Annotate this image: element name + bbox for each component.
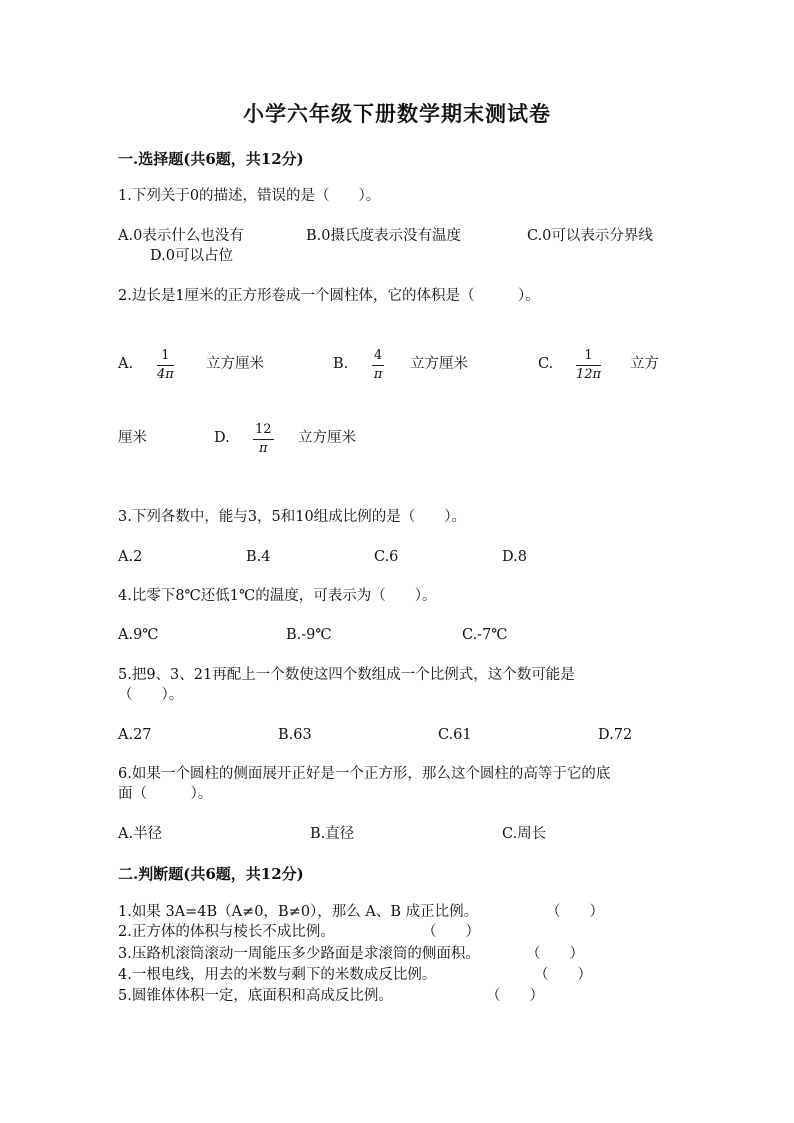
section-choice-heading: 一.选择题(共6题，共12分): [118, 150, 304, 168]
judge-item-5: 5.圆锥体体积一定，底面积和高成反比例。: [118, 988, 393, 1004]
fraction-numerator: 1: [576, 348, 601, 366]
fraction-denominator: π: [259, 441, 268, 456]
q4-option-a: A.9℃: [118, 627, 159, 643]
q4-option-b: B.-9℃: [286, 627, 332, 643]
q3-option-d: D.8: [502, 549, 527, 565]
q1-option-a: A.0表示什么也没有: [118, 228, 244, 244]
q2-option-d-unit: 立方厘米: [298, 430, 356, 446]
judge-item-1-blank: （ ）: [546, 904, 604, 920]
q5-option-a: A.27: [118, 727, 152, 743]
fraction-numerator: 12: [253, 422, 274, 440]
page-title: 小学六年级下册数学期末测试卷: [243, 101, 551, 126]
judge-item-3-blank: （ ）: [526, 946, 584, 962]
q2-option-b-fraction: [372, 348, 384, 383]
q4-option-c: C.-7℃: [462, 627, 508, 643]
q6-option-b: B.直径: [310, 826, 355, 842]
q6-option-c: C.周长: [502, 826, 547, 842]
q2-option-d-fraction: [253, 422, 274, 457]
fraction-denominator: 4π: [157, 367, 174, 382]
q2-stem: 2.边长是1厘米的正方形卷成一个圆柱体，它的体积是（ ）。: [118, 288, 540, 304]
q6-stem-line-1: 6.如果一个圆柱的侧面展开正好是一个正方形，那么这个圆柱的高等于它的底: [118, 766, 611, 782]
q2-option-b-unit: 立方厘米: [410, 356, 468, 372]
q2-option-a-label: A.: [118, 356, 134, 372]
q2-option-c-fraction: [576, 348, 601, 383]
q5-option-b: B.63: [278, 727, 312, 743]
q2-option-a-unit: 立方厘米: [206, 356, 264, 372]
q6-stem-line-2: 面（ ）。: [118, 786, 213, 802]
q3-option-b: B.4: [246, 549, 271, 565]
q5-stem-line-2: （ ）。: [118, 687, 184, 703]
judge-item-3: 3.压路机滚筒滚动一周能压多少路面是求滚筒的侧面积。: [118, 946, 480, 962]
judge-item-4-blank: （ ）: [534, 967, 592, 983]
fraction-denominator: 12π: [576, 367, 602, 382]
q6-option-a: A.半径: [118, 826, 163, 842]
q2-option-b-label: B.: [333, 356, 349, 372]
q2-option-c-unit-2: 厘米: [118, 430, 147, 446]
section-judge-heading: 二.判断题(共6题，共12分): [118, 865, 304, 883]
q3-option-a: A.2: [118, 549, 143, 565]
q2-option-c-unit-1: 立方: [630, 356, 659, 372]
q2-option-d-label: D.: [214, 430, 230, 446]
fraction-numerator: 4: [372, 348, 384, 366]
q3-stem: 3.下列各数中，能与3，5和10组成比例的是（ ）。: [118, 509, 466, 525]
q5-option-d: D.72: [598, 727, 633, 743]
q1-option-c: C.0可以表示分界线: [527, 228, 653, 244]
judge-item-2-blank: （ ）: [422, 924, 480, 940]
q1-stem: 1.下列关于0的描述，错误的是（ ）。: [118, 188, 381, 204]
fraction-denominator: π: [373, 367, 383, 382]
q2-option-a-fraction: [157, 348, 174, 383]
judge-item-1: 1.如果 3A=4B（A≠0，B≠0），那么 A、B 成正比例。: [118, 904, 479, 920]
judge-item-4: 4.一根电线，用去的米数与剩下的米数成反比例。: [118, 967, 437, 983]
judge-item-5-blank: （ ）: [486, 988, 544, 1004]
q3-option-c: C.6: [374, 549, 399, 565]
judge-item-2: 2.正方体的体积与棱长不成比例。: [118, 924, 335, 940]
q4-stem: 4.比零下8℃还低1℃的温度，可表示为（ ）。: [118, 588, 437, 604]
q2-option-c-label: C.: [538, 356, 554, 372]
q1-option-b: B.0摄氏度表示没有温度: [306, 228, 461, 244]
q5-option-c: C.61: [438, 727, 472, 743]
fraction-numerator: 1: [157, 348, 174, 366]
q5-stem-line-1: 5.把9、3、21再配上一个数使这四个数组成一个比例式，这个数可能是: [118, 667, 575, 683]
q1-option-d: D.0可以占位: [150, 248, 233, 264]
